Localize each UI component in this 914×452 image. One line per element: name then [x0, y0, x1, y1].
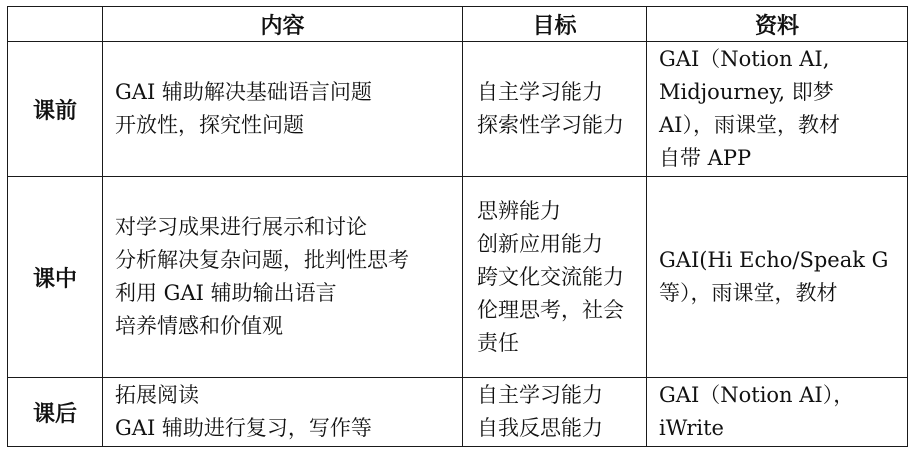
resource-line: GAI（Notion AI）， — [659, 383, 855, 407]
goal-line: 创新应用能力 — [477, 231, 603, 256]
resource-line: GAI（Notion AI, — [659, 47, 830, 71]
header-content: 内容 — [103, 7, 463, 42]
table-row — [8, 378, 908, 447]
goal-line: 伦理思考，社会责任 — [477, 297, 624, 355]
resource-line: AI），雨课堂，教材 — [659, 113, 840, 137]
goal-line: 探索性学习能力 — [477, 113, 624, 137]
content-line: GAI 辅助解决基础语言问题 — [115, 80, 372, 104]
resource-line: 等），雨课堂，教材 — [659, 281, 838, 305]
content-line: 拓展阅读 — [115, 383, 199, 407]
table-row — [8, 177, 908, 378]
stage-after: 课后 — [8, 378, 103, 447]
content-cell — [103, 378, 463, 447]
content-line: 培养情感和价值观 — [115, 314, 283, 338]
resource-line: iWrite — [659, 416, 724, 440]
goal-cell — [463, 177, 647, 378]
resources-cell — [647, 42, 908, 177]
goal-line: 思辨能力 — [477, 198, 561, 223]
header-blank — [8, 7, 103, 42]
content-line: 对学习成果进行展示和讨论 — [115, 215, 367, 239]
goal-line: 跨文化交流能力 — [477, 264, 624, 289]
goal-line: 自主学习能力 — [477, 80, 603, 104]
course-table-container — [7, 6, 908, 447]
header-resources: 资料 — [647, 7, 908, 42]
content-line: 分析解决复杂问题，批判性思考 — [115, 248, 409, 272]
resources-cell — [647, 378, 908, 447]
table-row — [8, 42, 908, 177]
content-cell — [103, 177, 463, 378]
header-goal: 目标 — [463, 7, 647, 42]
resource-line: 自带 APP — [659, 146, 752, 170]
goal-cell — [463, 378, 647, 447]
resource-line: Midjourney, 即梦 — [659, 80, 834, 104]
header-row — [8, 7, 908, 42]
content-cell — [103, 42, 463, 177]
stage-during: 课中 — [8, 177, 103, 378]
stage-before: 课前 — [8, 42, 103, 177]
goal-line: 自我反思能力 — [477, 416, 603, 440]
course-plan-table — [7, 6, 908, 447]
content-line: GAI 辅助进行复习，写作等 — [115, 416, 372, 440]
goal-cell — [463, 42, 647, 177]
content-line: 利用 GAI 辅助输出语言 — [115, 281, 337, 305]
content-line: 开放性，探究性问题 — [115, 113, 304, 137]
goal-line: 自主学习能力 — [477, 383, 603, 407]
resource-line: GAI(Hi Echo/Speak G — [659, 248, 889, 272]
resources-cell — [647, 177, 908, 378]
